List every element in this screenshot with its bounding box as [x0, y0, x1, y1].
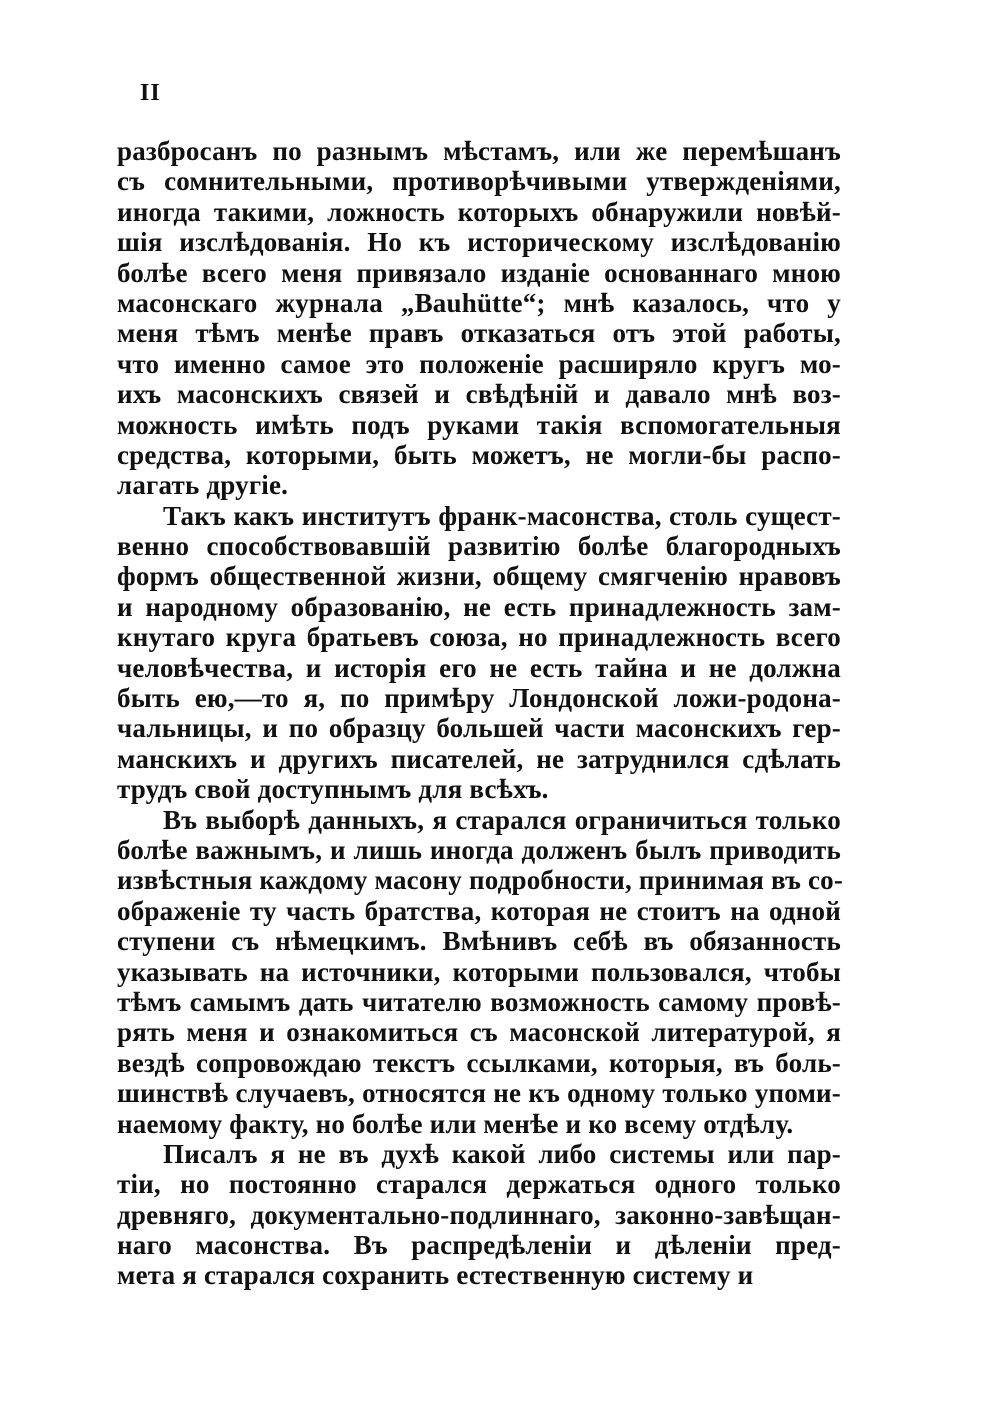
text-line: древняго, документально-подлиннаго, законно-завѣщан-: [117, 1199, 841, 1230]
text-line: ступени съ нѣмецкимъ. Вмѣнивъ себѣ въ обязанность: [117, 926, 841, 957]
text-line: трудъ свой доступнымъ для всѣхъ.: [117, 774, 549, 805]
text-line: указывать на источники, которыми пользовался, чтобы: [117, 956, 841, 987]
text-line: рять меня и ознакомиться съ масонской литературой, я: [117, 1017, 841, 1048]
text-line: иногда такими, ложность которыхъ обнаружили новѣй-: [117, 196, 841, 227]
paragraph: [117, 136, 841, 501]
text-line: венно способствовавшій развитію болѣе благородныхъ: [117, 531, 841, 562]
text-line: формъ общественной жизни, общему смягченію нравовъ: [117, 561, 841, 592]
text-line: масонскаго журнала „Bauhütte“; мнѣ казалось, что у: [117, 287, 841, 318]
page-number: II: [140, 80, 161, 106]
paragraph: [117, 501, 841, 805]
text-line: тѣмъ самымъ дать читателю возможность самому провѣ-: [117, 986, 841, 1017]
text-line: болѣе всего меня привязало изданіе основаннаго мною: [117, 257, 841, 288]
text-line: манскихъ и другихъ писателей, не затруднился сдѣлать: [117, 743, 841, 774]
text-line: съ сомнительными, противорѣчивыми утвержденіями,: [117, 166, 841, 197]
text-line: Въ выборѣ данныхъ, я старался ограничиться только: [163, 804, 841, 835]
text-line: Такъ какъ институтъ франк-масонства, столь сущест-: [163, 500, 841, 531]
text-line: ихъ масонскихъ связей и свѣдѣній и давало мнѣ воз-: [117, 379, 841, 410]
text-line: кнутаго круга братьевъ союза, но принадлежность всего: [117, 622, 841, 653]
text-line: извѣстныя каждому масону подробности, принимая въ со-: [117, 865, 844, 896]
text-line: Писалъ я не въ духѣ какой либо системы или пар-: [163, 1138, 841, 1169]
text-line: что именно самое это положеніе расширяло кругъ мо-: [117, 348, 841, 379]
text-line: чальницы, и по образцу большей части масонскихъ гер-: [117, 713, 841, 744]
text-line: шія изслѣдованія. Но къ историческому изслѣдованію: [117, 227, 841, 258]
body-text: [117, 136, 844, 1291]
text-line: наемому факту, но болѣе или менѣе и ко всему отдѣлу.: [117, 1108, 794, 1139]
text-line: меня тѣмъ менѣе правъ отказаться отъ этой работы,: [117, 318, 841, 349]
text-line: шинствѣ случаевъ, относятся не къ одному только упоми-: [117, 1078, 841, 1109]
text-line: лагать другіе.: [117, 470, 289, 501]
paragraph: [117, 1139, 841, 1291]
text-line: ображеніе ту часть братства, которая не стоитъ на одной: [117, 895, 841, 926]
text-line: вездѣ сопровождаю текстъ ссылками, которыя, въ боль-: [117, 1047, 841, 1078]
text-line: тіи, но постоянно старался держаться одного только: [117, 1169, 841, 1200]
text-line: и народному образованію, не есть принадлежность зам-: [117, 591, 841, 622]
text-line: наго масонства. Въ распредѣленіи и дѣленіи пред-: [117, 1230, 841, 1261]
text-line: мета я старался сохранить естественную систему и: [117, 1260, 754, 1291]
text-line: можность имѣть подъ руками такія вспомогательныя: [117, 409, 841, 440]
paragraph: [117, 804, 844, 1139]
text-line: средства, которыми, быть можетъ, не могли-бы распо-: [117, 439, 841, 470]
text-line: быть ею,—то я, по примѣру Лондонской ложи-родона-: [117, 683, 841, 714]
text-line: болѣе важнымъ, и лишь иногда долженъ былъ приводить: [117, 834, 841, 865]
text-line: разбросанъ по разнымъ мѣстамъ, или же перемѣшанъ: [117, 136, 841, 166]
text-line: человѣчества, и исторія его не есть тайна и не должна: [117, 652, 841, 683]
